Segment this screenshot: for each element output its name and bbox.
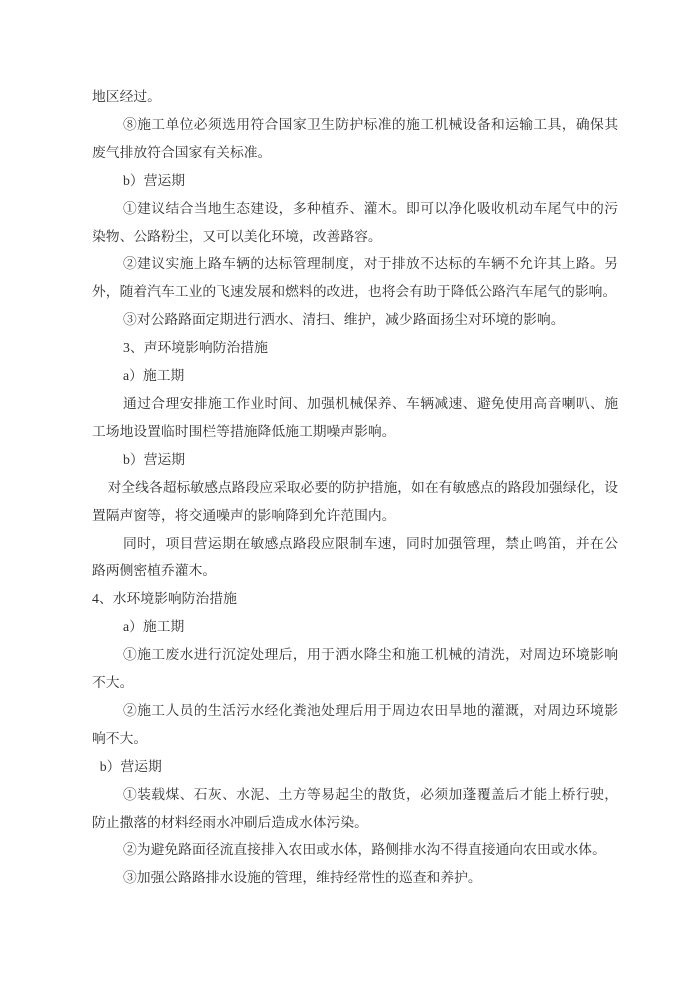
body-paragraph: 地区经过。 (92, 89, 161, 104)
section-heading: 4、水环境影响防治措施 (92, 591, 237, 607)
document-body (92, 83, 618, 892)
section-subheading: b）营运期 (99, 758, 162, 774)
section-subheading: b）营运期 (123, 451, 186, 467)
body-paragraph: ⑧施工单位必须选用符合国家卫生防护标准的施工机械设备和运输工具，确保其废气排放符合国家有关标准。 (92, 116, 618, 160)
body-paragraph: ①施工废水进行沉淀处理后，用于洒水降尘和施工机械的清洗，对周边环境影响不大。 (92, 647, 618, 691)
section-subheading: b）营运期 (123, 172, 186, 188)
section-subheading: a）施工期 (123, 368, 185, 384)
body-paragraph: 对全线各超标敏感点路段应采取必要的防护措施，如在有敏感点的路段加强绿化，设置隔声窗等，将交通噪声的影响降到允许范围内。 (92, 479, 618, 523)
section-heading: 3、声环境影响防治措施 (123, 340, 268, 356)
body-paragraph: 通过合理安排施工作业时间、加强机械保养、车辆减速、避免使用高音喇叭、施工场地设置临时围栏等措施降低施工期噪声影响。 (92, 395, 618, 439)
body-paragraph: ②为避免路面径流直接排入农田或水体，路侧排水沟不得直接通向农田或水体。 (123, 842, 606, 858)
section-subheading: a）施工期 (123, 619, 185, 635)
body-paragraph: ①装载煤、石灰、水泥、土方等易起尘的散货，必须加蓬覆盖后才能上桥行驶，防止撒落的材料经雨水冲刷后造成水体污染。 (92, 786, 618, 830)
body-paragraph: 同时，项目营运期在敏感点路段应限制车速，同时加强管理，禁止鸣笛，并在公路两侧密植乔灌木。 (92, 535, 618, 579)
body-paragraph: ③对公路路面定期进行洒水、清扫、维护，减少路面扬尘对环境的影响。 (123, 312, 565, 328)
body-paragraph: ③加强公路路排水设施的管理，维持经常性的巡查和养护。 (123, 870, 482, 886)
body-paragraph: ②建议实施上路车辆的达标管理制度，对于排放不达标的车辆不允许其上路。另外，随着汽车工业的飞速发展和燃料的改进，也将会有助于降低公路汽车尾气的影响。 (92, 256, 618, 300)
body-paragraph: ②施工人员的生活污水经化粪池处理后用于周边农田旱地的灌溉，对周边环境影响不大。 (92, 702, 618, 746)
body-paragraph: ①建议结合当地生态建设，多种植乔、灌木。即可以净化吸收机动车尾气中的污染物、公路粉尘，又可以美化环境，改善路容。 (92, 200, 618, 244)
